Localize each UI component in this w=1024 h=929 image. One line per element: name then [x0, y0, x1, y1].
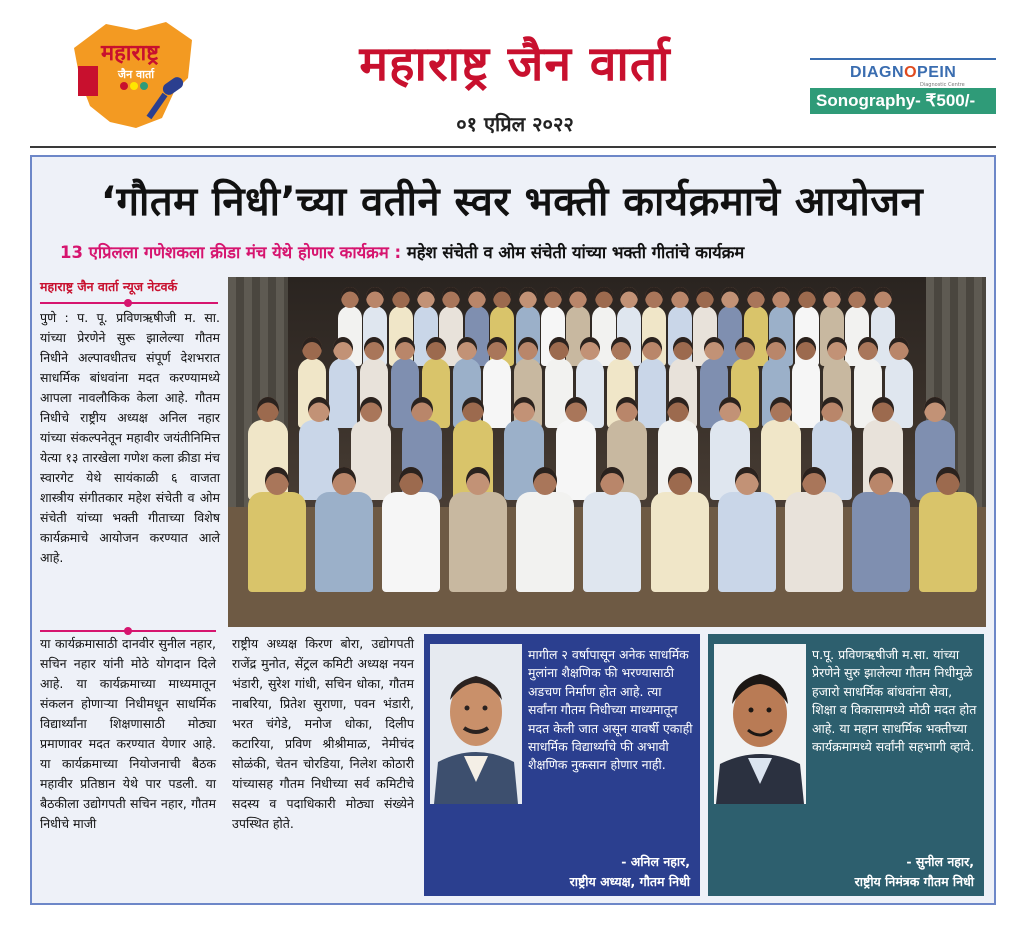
- portrait-photo: [430, 644, 522, 804]
- subhead-black: महेश संचेती व ओम संचेती यांच्या भक्ती गीतांचे कार्यक्रम: [406, 243, 745, 262]
- quote-text: मागील २ वर्षापासून अनेक साधर्मिक मुलांना शैक्षणिक फी भरण्यासाठी अडचण निर्माण होत आहे. त्या सर्वांना गौतम निधीच्या माध्यमातून मदत केली जात असून यावर्षी एकाही साधर्मिक विद्यार्थ्याचे फी अभावी शैक्षणिक नुकसान होणार नाही.: [528, 647, 693, 773]
- person-head: [395, 337, 415, 360]
- person-head: [668, 467, 692, 495]
- person-head: [341, 287, 359, 308]
- person-head: [364, 337, 384, 360]
- person-head: [544, 287, 562, 308]
- person-head: [673, 337, 693, 360]
- person-body: [449, 492, 507, 592]
- person-head: [569, 287, 587, 308]
- person-head: [308, 397, 330, 422]
- quote-author-role: राष्ट्रीय निमंत्रक गौतम निधी: [854, 874, 974, 889]
- person-body: [718, 492, 776, 592]
- quote-attribution: [855, 852, 974, 892]
- person-head: [442, 287, 460, 308]
- quote-author: - अनिल नहार,: [621, 854, 690, 869]
- quote-box-anil-nahar: [424, 634, 700, 896]
- person-head: [565, 397, 587, 422]
- quote-text: प.पू. प्रविणऋषीजी म.सा. यांच्या प्रेरणेने सुरु झालेल्या गौतम निधीमुळे हजारो साधर्मिक बांधवांना सेवा, शिक्षा व विकासामध्ये मोठी मदत होत आहे. या महान साधर्मिक भक्तीच्या कार्यक्रमामध्ये सर्वांनी सहभागी व्हावे.: [812, 647, 977, 755]
- person-head: [360, 397, 382, 422]
- logo-subtitle: जैन वार्ता: [117, 68, 155, 81]
- person-head: [417, 287, 435, 308]
- person-body: [785, 492, 843, 592]
- person-head: [747, 287, 765, 308]
- person-head: [462, 397, 484, 422]
- person-head: [411, 397, 433, 422]
- person-body: [382, 492, 440, 592]
- person-body: [638, 358, 666, 428]
- person-head: [719, 397, 741, 422]
- svg-text:महाराष्ट्र: [100, 40, 160, 66]
- person-head: [302, 337, 322, 360]
- person-head: [600, 467, 624, 495]
- portrait-photo: [714, 644, 806, 804]
- person-head: [642, 337, 662, 360]
- person-body: [351, 420, 391, 500]
- person-head: [399, 467, 423, 495]
- person-head: [735, 467, 759, 495]
- person-head: [580, 337, 600, 360]
- person-head: [333, 337, 353, 360]
- person-body: [852, 492, 910, 592]
- quote-author: - सुनील नहार,: [906, 854, 974, 869]
- article-headline: ‘गौतम निधी’च्या वतीने स्वर भक्ती कार्यक्रमाचे आयोजन: [100, 179, 924, 225]
- person-body: [516, 492, 574, 592]
- person-head: [466, 467, 490, 495]
- person-body: [792, 358, 820, 428]
- person-body: [483, 358, 511, 428]
- person-body: [556, 420, 596, 500]
- issue-date: ०१ एप्रिल २०२२: [456, 112, 574, 136]
- article-subheadline: [60, 240, 980, 263]
- person-head: [772, 287, 790, 308]
- group-photo: [228, 277, 986, 627]
- person-head: [696, 287, 714, 308]
- person-head: [611, 337, 631, 360]
- person-head: [457, 337, 477, 360]
- article-column-2: राष्ट्रीय अध्यक्ष किरण बोरा, उद्योगपती राजेंद्र मुनोत, सेंट्रल कमिटी अध्यक्ष नयन भंडारी, सुरेश गांधी, सचिन धोका, गौतम नाबरिया, प्रितेश सुराणा, पवन भंडारी, भरत चंगेडे, मनोज धोका, दिलीप कटारिया, प्रविण श्रीश्रीमाळ, नेमीचंद सोळंकी, चेतन चोरडिया, निलेश कोठारी यांच्यासह गौतम निधीच्या सर्व कमिटीचे सदस्य व पदाधिकारी मोठ्या संख्येने उपस्थित होते.: [232, 636, 414, 831]
- person-head: [770, 397, 792, 422]
- person-head: [332, 467, 356, 495]
- person-head: [519, 287, 537, 308]
- person-head: [426, 337, 446, 360]
- masthead-divider: [30, 146, 996, 148]
- person-head: [802, 467, 826, 495]
- person-head: [265, 467, 289, 495]
- article-column-1: या कार्यक्रमासाठी दानवीर सुनील नहार, सचिन नहार यांनी मोठे योगदान दिले आहे. या कार्यक्रमाच्या माध्यमातून संकलन होणाऱ्या निधीमधून साधर्मिक विद्यार्थ्यांना शिक्षणासाठी मोठ्या प्रमाणावर मदत करण्यात येणार आहे. या कार्यक्रमाच्या नियोजनाची बैठक महावीर प्रतिष्ठान येथे पार पडली. या बैठकीला उद्योगपती सचिन नहार, गौतम निधीचे माजी: [40, 636, 216, 831]
- person-body: [919, 492, 977, 592]
- divider-dot: [124, 299, 132, 307]
- person-head: [874, 287, 892, 308]
- quote-attribution: [570, 852, 690, 892]
- news-network-label: महाराष्ट्र जैन वार्ता न्यूज नेटवर्क: [40, 279, 178, 294]
- person-head: [392, 287, 410, 308]
- person-head: [671, 287, 689, 308]
- newspaper-logo: [66, 18, 198, 136]
- person-head: [735, 337, 755, 360]
- ad-offer: Sonography- ₹500/-: [810, 88, 996, 114]
- subhead-red: 13 एप्रिलला गणेशकला क्रीडा मंच येथे होणार कार्यक्रम :: [60, 243, 402, 262]
- person-head: [924, 397, 946, 422]
- ad-brand: DIAGNOPEIN: [850, 64, 957, 81]
- article-lead: पुणे : प. पू. प्रविणऋषीजी म. सा. यांच्या प्रेरणेने सुरू झालेल्या गौतम निधीने अल्पावधीतच संपूर्ण देशभरात साधर्मिक बांधवांना मदत करण्यामध्ये आपला नावलौकिक केला आहे. गौतम निधीचे राष्ट्रीय अध्यक्ष अनिल नहार यांच्या संकल्पनेतून महावीर जयंतीनिमित्त येत्या १३ तारखेला गणेश कला क्रीडा मंच स्वारगेट येथे सायंकाळी ६ वाजता शास्त्रीय संगीतकार महेश संचेती व ओम संचेती यांच्या भक्ती गीताच्या विशेष कार्यक्रमाचे आयोजन करण्यात आले आहे.: [40, 310, 220, 565]
- logo-title: महाराष्ट्र: [100, 40, 160, 66]
- person-head: [533, 467, 557, 495]
- person-body: [583, 492, 641, 592]
- person-body: [329, 358, 357, 428]
- person-body: [248, 492, 306, 592]
- person-head: [889, 337, 909, 360]
- person-head: [766, 337, 786, 360]
- person-head: [620, 287, 638, 308]
- person-body: [315, 492, 373, 592]
- person-head: [493, 287, 511, 308]
- person-head: [936, 467, 960, 495]
- person-head: [645, 287, 663, 308]
- ad-tagline: Diagnostic Centre: [920, 82, 965, 88]
- person-head: [869, 467, 893, 495]
- person-head: [704, 337, 724, 360]
- person-body: [761, 420, 801, 500]
- person-head: [468, 287, 486, 308]
- quote-box-sunil-nahar: [708, 634, 984, 896]
- person-body: [651, 492, 709, 592]
- diagnopein-advertisement[interactable]: [810, 58, 996, 120]
- person-head: [595, 287, 613, 308]
- newspaper-title: महाराष्ट्र जैन वार्ता: [359, 36, 671, 92]
- person-head: [823, 287, 841, 308]
- quote-author-role: राष्ट्रीय अध्यक्ष, गौतम निधी: [569, 874, 690, 889]
- person-head: [721, 287, 739, 308]
- person-head: [366, 287, 384, 308]
- person-head: [798, 287, 816, 308]
- svg-text:जैन वार्ता: [117, 67, 155, 81]
- person-head: [848, 287, 866, 308]
